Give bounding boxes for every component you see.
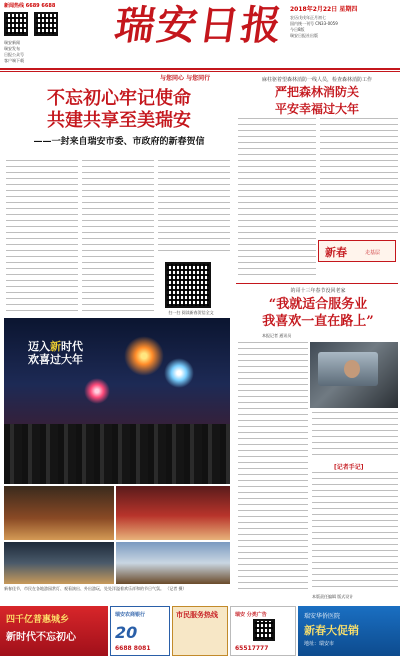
masthead-right-panel	[290, 4, 396, 39]
ad-highlight: 20	[115, 623, 138, 642]
ad-brand: 瑞安农商银行	[115, 612, 146, 618]
qr-code-icon[interactable]	[253, 619, 275, 641]
ad-banner[interactable]	[230, 606, 296, 656]
photo-thumbnail[interactable]	[4, 542, 114, 584]
masthead-left-item: 日报公众号	[4, 52, 24, 57]
lead-headline[interactable]	[8, 88, 230, 147]
divider	[236, 283, 398, 284]
ad-phone: 65517777	[235, 645, 269, 652]
qr-code-icon[interactable]	[165, 262, 211, 308]
photo-tag	[28, 340, 83, 366]
story-kicker: 麻柱驱着望森林消防一线人员，检查森林消防工作	[261, 77, 372, 83]
story-title-line1: “我就适合服务业	[268, 297, 368, 312]
story-title-line2: 我喜欢一直在路上”	[262, 314, 374, 329]
hotline: 新闻热线 6689 6688	[4, 3, 56, 9]
ad-banner[interactable]	[298, 606, 400, 656]
issue-date: 2018年2月22日 星期四	[290, 6, 358, 13]
masthead-left-panel	[4, 2, 74, 63]
ad-text: 地址：瑞安市	[304, 641, 335, 647]
story-body-column	[320, 118, 398, 236]
divider	[0, 71, 400, 72]
masthead-left-item: 瑞安新闻	[4, 40, 20, 45]
ad-text: 瑞安华侨医院	[304, 613, 341, 620]
photo-tag-highlight: 新	[50, 340, 61, 353]
photo-thumbnail[interactable]	[116, 486, 230, 540]
masthead-info-line: 今日8版	[290, 27, 305, 32]
story-body-column	[312, 472, 398, 590]
masthead-info-line: 国内统一刊号 CN33-0059	[290, 21, 338, 26]
ad-text: 新春大促销	[304, 624, 359, 637]
reporter-notes-title: [记者手记]	[334, 464, 364, 471]
qr-caption: 扫一扫 阅读新春贺信全文	[168, 310, 214, 315]
story-kicker: 的哥十三年春节没回老家	[290, 288, 346, 294]
ad-banner[interactable]	[0, 606, 108, 656]
photo-thumbnail[interactable]	[4, 486, 114, 540]
story-headline[interactable]	[238, 296, 398, 330]
ad-phone: 6688 8081	[115, 645, 151, 652]
taxi-driver-photo[interactable]	[310, 342, 398, 408]
lead-title-line1: 不忘初心牢记使命	[47, 88, 191, 109]
photo-tag-suffix: 时代	[61, 340, 83, 353]
divider	[0, 68, 400, 70]
story-forest-fire[interactable]	[236, 76, 398, 117]
masthead-left-item: 客户端下载	[4, 58, 24, 63]
ad-banner[interactable]	[110, 606, 170, 656]
photo-caption: 新春佳节，市民在各地游园赏灯、观看演出、外出游玩，处处洋溢着欢乐祥和的节日气氛。 （记者 摄）	[4, 586, 187, 591]
ad-text: 新时代不忘初心	[6, 632, 76, 643]
ad-banner[interactable]	[172, 606, 228, 656]
story-title-line2: 平安幸福过大年	[274, 102, 359, 116]
masthead	[0, 0, 400, 70]
ad-text: 市民服务热线	[176, 611, 218, 619]
story-body-column	[312, 412, 398, 460]
lead-subtitle: ——一封来自瑞安市委、市政府的新春贺信	[33, 137, 205, 147]
story-body-column	[238, 342, 308, 594]
lead-title-line2: 共建共享至美瑞安	[47, 110, 191, 131]
qr-code-icon[interactable]	[34, 12, 58, 36]
ad-text: 瑞安 分类广告	[235, 612, 267, 618]
qr-code-icon[interactable]	[4, 12, 28, 36]
slogan: 与您同心 与您同行	[160, 75, 211, 82]
ad-text: 四千亿普惠城乡	[6, 615, 70, 625]
masthead-info-line: 农历戊戌年正月初七	[290, 15, 326, 20]
photo-tag-prefix: 迈入	[28, 340, 50, 353]
lead-body-column	[6, 160, 78, 314]
editor-credit: 本版责任编辑 版式设计	[312, 594, 354, 599]
lead-body-column	[82, 160, 154, 314]
ad-strip	[0, 606, 400, 656]
story-byline: 本报记者 通讯员	[262, 333, 292, 338]
masthead-left-item: 瑞安发布	[4, 46, 20, 51]
story-title-line1: 严把森林消防关	[274, 85, 359, 99]
photo-tag-line2: 欢喜过大年	[28, 353, 83, 366]
new-year-badge	[318, 240, 396, 262]
newspaper-title: 瑞安日报	[111, 2, 287, 49]
newspaper-logo	[111, 2, 287, 64]
story-body-column	[238, 118, 316, 278]
main-photo[interactable]	[4, 318, 230, 484]
lead-body-column	[158, 160, 230, 256]
new-year-badge-title: 新春	[325, 246, 347, 259]
masthead-info-line: 瑞安日报社出版	[290, 33, 318, 38]
photo-thumbnail[interactable]	[116, 542, 230, 584]
new-year-badge-subtitle: 走基层	[365, 250, 381, 256]
